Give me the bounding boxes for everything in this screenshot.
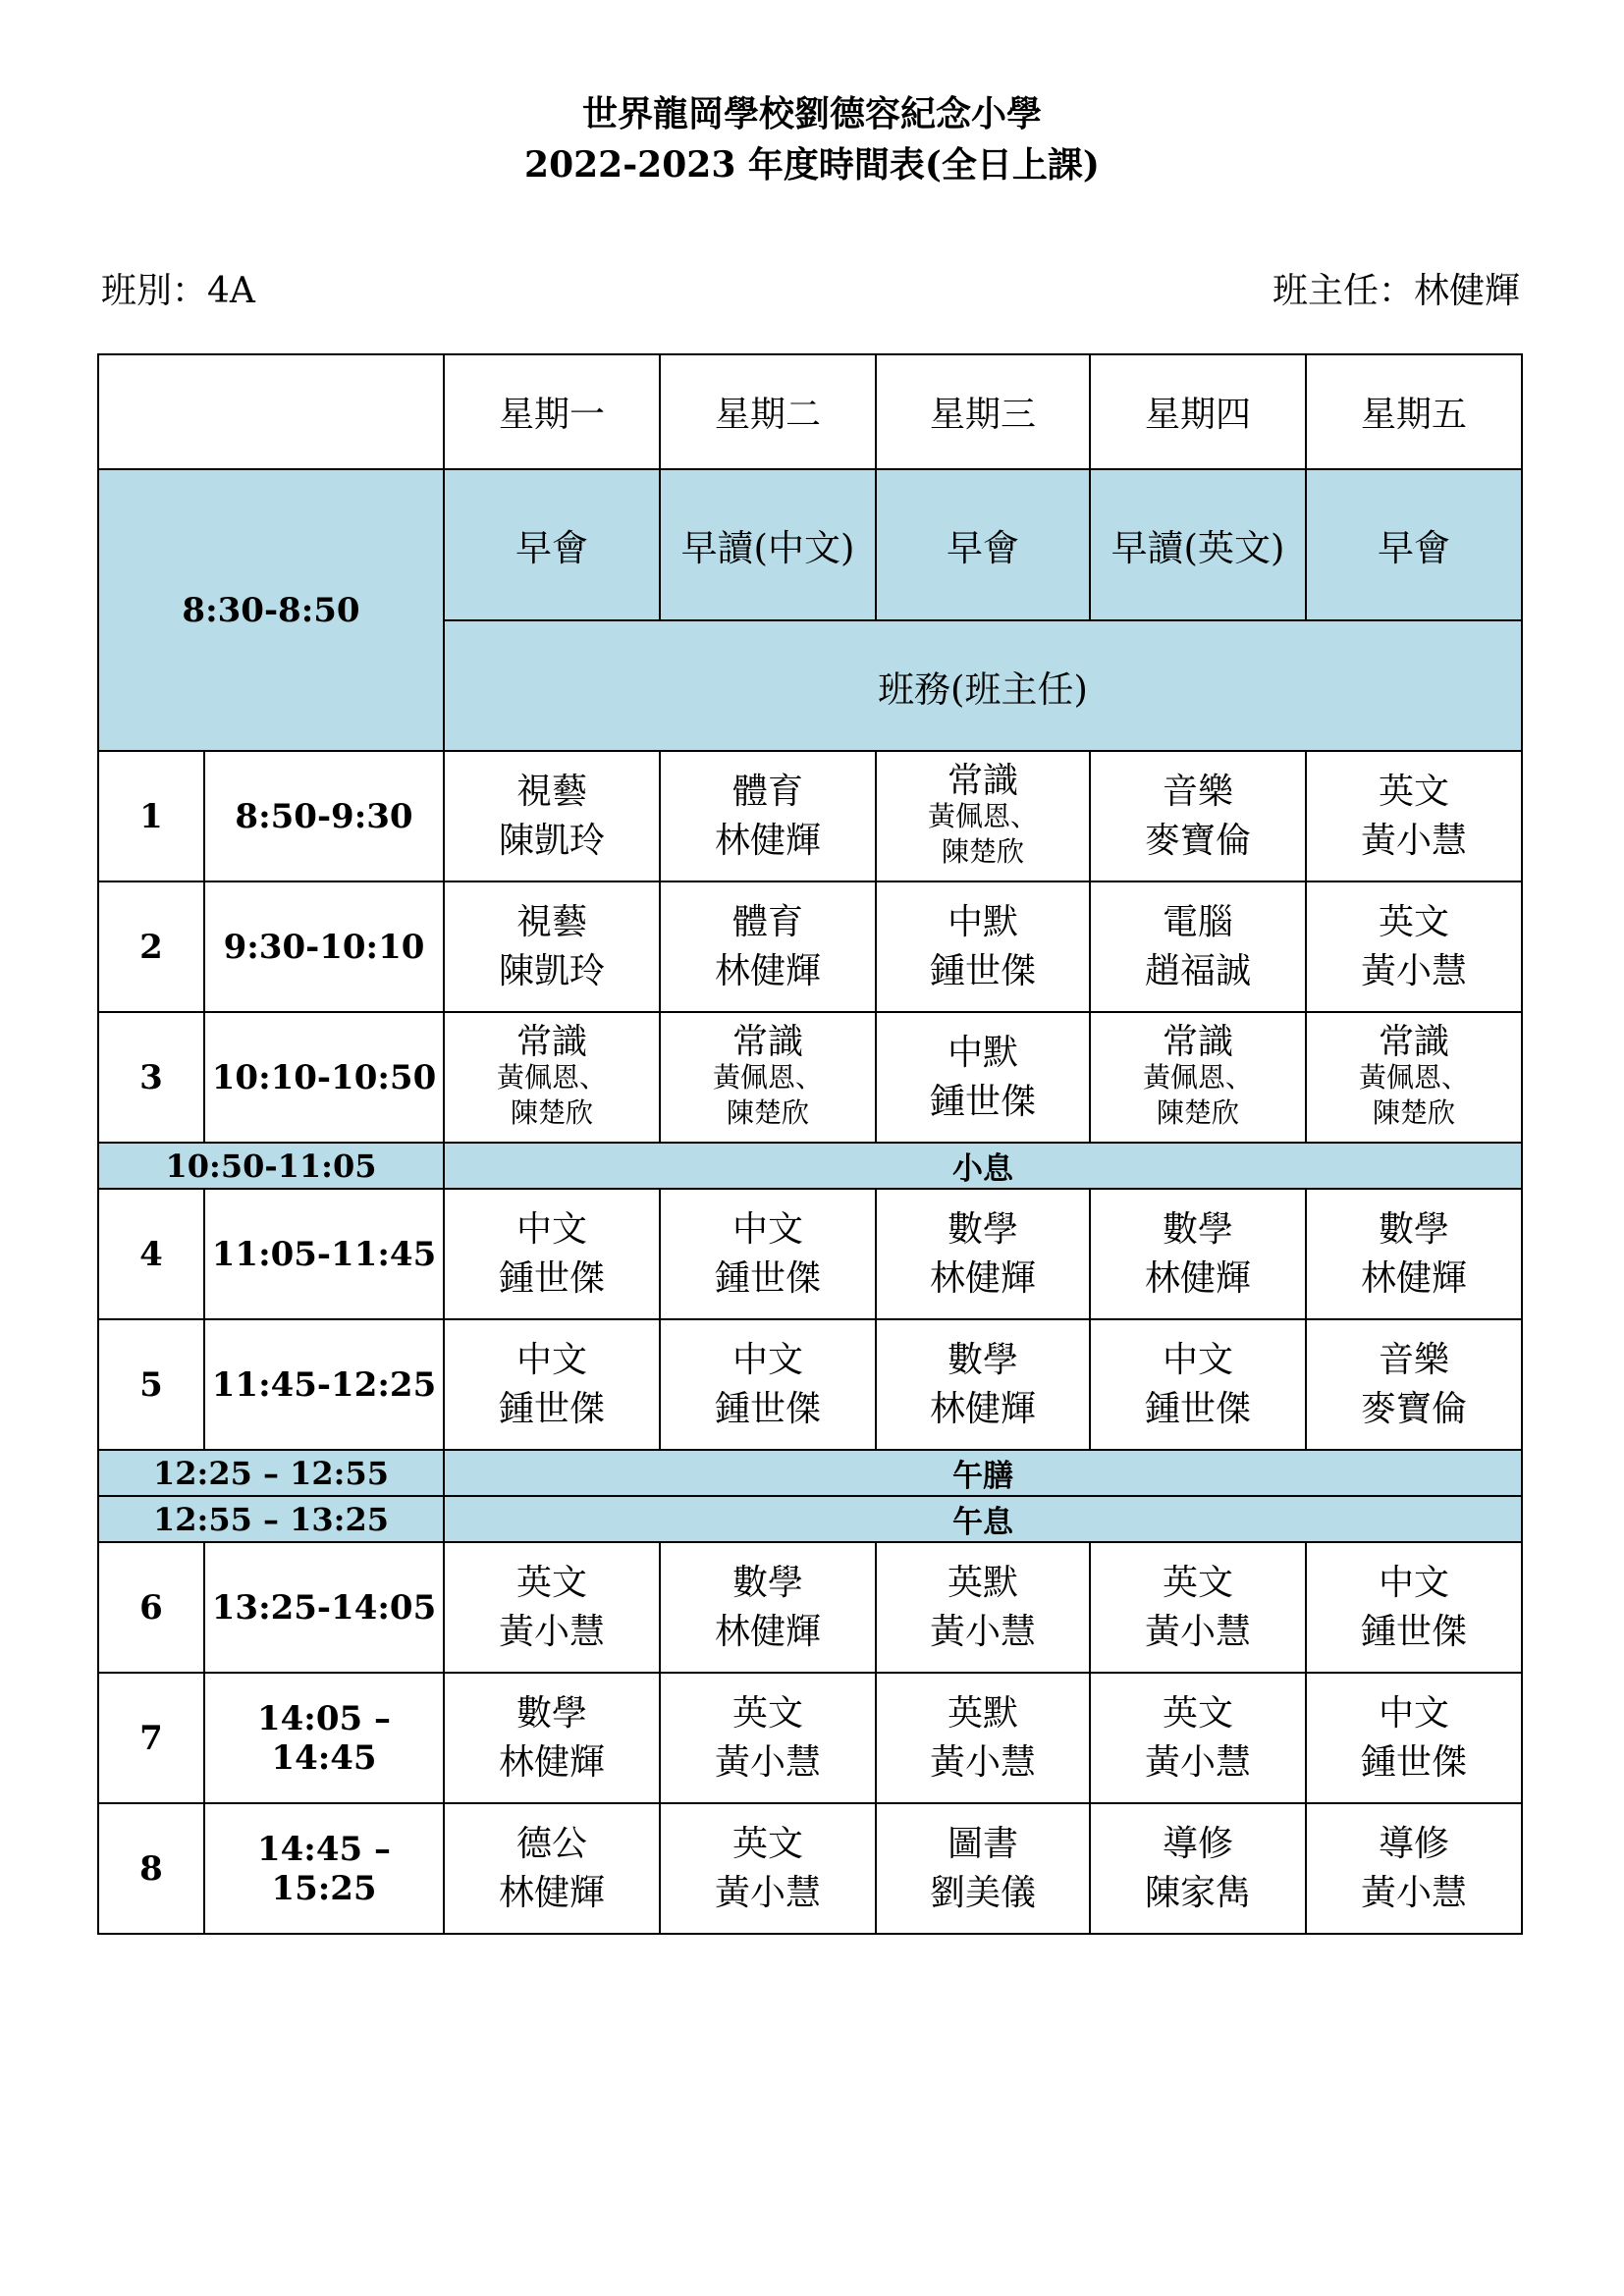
class-teacher-label: 班主任：林健輝: [1272, 271, 1520, 311]
period-number: 6: [98, 1542, 204, 1673]
lesson-cell: [660, 1189, 876, 1319]
morning-time: 8:30-8:50: [98, 469, 444, 751]
teacher-name: 麥寶倫: [1360, 1388, 1467, 1429]
lesson-cell: [876, 881, 1090, 1012]
subject-name: 導修: [1378, 1823, 1449, 1864]
day-header: 星期一: [444, 354, 660, 469]
break-row: [98, 1450, 1522, 1496]
teacher-name: 黃佩恩、: [712, 1060, 823, 1094]
morning-activity: 早會: [444, 469, 660, 620]
subject-name: 中文: [515, 1208, 587, 1250]
break-name: 午膳: [444, 1450, 1522, 1496]
teacher-name: 黃小慧: [498, 1611, 605, 1652]
lesson-cell: [444, 1189, 660, 1319]
period-time: 13:25-14:05: [204, 1542, 444, 1673]
teacher-name: 林健輝: [714, 950, 821, 991]
subject-name: 數學: [731, 1562, 803, 1603]
day-header: 星期二: [660, 354, 876, 469]
lesson-cell: [1090, 1673, 1306, 1803]
subject-name: 英文: [731, 1823, 803, 1864]
period-number: 3: [98, 1012, 204, 1143]
lesson-cell: [444, 1803, 660, 1934]
subject-name: 中默: [947, 1032, 1018, 1073]
period-time: 11:05-11:45: [204, 1189, 444, 1319]
period-row: [98, 1012, 1522, 1143]
teacher-name: 鍾世傑: [929, 950, 1036, 991]
lesson-cell: [1306, 751, 1522, 881]
subject-name: 數學: [947, 1339, 1018, 1380]
subject-name: 中文: [1162, 1339, 1233, 1380]
lesson-cell: [660, 1319, 876, 1450]
subject-name: 中文: [1378, 1562, 1449, 1603]
teacher-name: 陳楚欣: [510, 1095, 593, 1129]
teacher-name: 林健輝: [1360, 1257, 1467, 1299]
break-time: 12:25 – 12:55: [98, 1450, 444, 1496]
subject-name: 常識: [947, 760, 1018, 801]
subject-name: 圖書: [947, 1823, 1018, 1864]
break-name: 午息: [444, 1496, 1522, 1542]
period-time: 9:30-10:10: [204, 881, 444, 1012]
subject-name: 英文: [1378, 771, 1449, 812]
subject-name: 英默: [947, 1692, 1018, 1734]
period-number: 5: [98, 1319, 204, 1450]
teacher-name: 趙福誠: [1144, 950, 1251, 991]
teacher-name: 林健輝: [929, 1257, 1036, 1299]
lesson-cell: [1090, 1319, 1306, 1450]
period-time: 14:05 – 14:45: [204, 1673, 444, 1803]
subject-name: 體育: [731, 771, 803, 812]
teacher-name: 黃小慧: [1144, 1741, 1251, 1783]
subject-name: 音樂: [1378, 1339, 1449, 1380]
period-number: 4: [98, 1189, 204, 1319]
period-number: 2: [98, 881, 204, 1012]
teacher-name: 麥寶倫: [1144, 820, 1251, 861]
teacher-name: 黃小慧: [714, 1872, 821, 1913]
subject-name: 中文: [515, 1339, 587, 1380]
break-time: 10:50-11:05: [98, 1143, 444, 1189]
class-label: 班別：4A: [101, 271, 255, 311]
lesson-cell: [1090, 1803, 1306, 1934]
period-number: 1: [98, 751, 204, 881]
subject-name: 常識: [515, 1021, 587, 1062]
teacher-name: 鍾世傑: [498, 1257, 605, 1299]
teacher-name: 黃小慧: [929, 1741, 1036, 1783]
break-row: [98, 1143, 1522, 1189]
teacher-name: 黃小慧: [929, 1611, 1036, 1652]
subject-name: 英文: [1162, 1692, 1233, 1734]
teacher-name: 黃小慧: [1144, 1611, 1251, 1652]
lesson-cell: [1306, 1803, 1522, 1934]
day-header: 星期三: [876, 354, 1090, 469]
teacher-name: 鍾世傑: [1144, 1388, 1251, 1429]
subject-name: 常識: [731, 1021, 803, 1062]
subject-name: 英文: [515, 1562, 587, 1603]
subject-name: 導修: [1162, 1823, 1233, 1864]
period-time: 10:10-10:50: [204, 1012, 444, 1143]
period-number: 7: [98, 1673, 204, 1803]
lesson-cell: [660, 1803, 876, 1934]
subject-name: 英文: [1162, 1562, 1233, 1603]
lesson-cell: [444, 1542, 660, 1673]
teacher-name: 鍾世傑: [929, 1081, 1036, 1122]
teacher-name: 鍾世傑: [1360, 1611, 1467, 1652]
lesson-cell: [1090, 751, 1306, 881]
lesson-cell: [444, 1319, 660, 1450]
teacher-name: 陳楚欣: [1372, 1095, 1455, 1129]
subject-name: 常識: [1378, 1021, 1449, 1062]
break-time: 12:55 – 13:25: [98, 1496, 444, 1542]
lesson-cell: [1090, 881, 1306, 1012]
teacher-name: 黃佩恩、: [1358, 1060, 1469, 1094]
lesson-cell: [1090, 1012, 1306, 1143]
teacher-name: 黃佩恩、: [927, 799, 1038, 832]
timetable-subtitle: 2022-2023 年度時間表(全日上課): [524, 144, 1100, 186]
teacher-name: 林健輝: [714, 1611, 821, 1652]
teacher-name: 林健輝: [498, 1741, 605, 1783]
teacher-name: 黃佩恩、: [1142, 1060, 1253, 1094]
period-row: [98, 1542, 1522, 1673]
subject-name: 電腦: [1162, 901, 1233, 942]
subject-name: 視藝: [515, 771, 587, 812]
day-header: 星期五: [1306, 354, 1522, 469]
teacher-name: 陳楚欣: [941, 834, 1024, 868]
subject-name: 數學: [1378, 1208, 1449, 1250]
lesson-cell: [1306, 1673, 1522, 1803]
corner-cell: [98, 354, 444, 469]
subject-name: 英文: [731, 1692, 803, 1734]
teacher-name: 鍾世傑: [714, 1257, 821, 1299]
timetable: [97, 353, 1523, 1935]
teacher-name: 黃佩恩、: [496, 1060, 607, 1094]
subject-name: 音樂: [1162, 771, 1233, 812]
lesson-cell: [660, 751, 876, 881]
break-row: [98, 1496, 1522, 1542]
subject-name: 數學: [947, 1208, 1018, 1250]
lesson-cell: [1306, 1542, 1522, 1673]
school-name: 世界龍岡學校劉德容紀念小學: [581, 93, 1042, 134]
lesson-cell: [876, 751, 1090, 881]
teacher-name: 黃小慧: [1360, 1872, 1467, 1913]
teacher-name: 鍾世傑: [498, 1388, 605, 1429]
lesson-cell: [660, 1012, 876, 1143]
period-row: [98, 1803, 1522, 1934]
day-header-row: [98, 354, 1522, 469]
lesson-cell: [1306, 1319, 1522, 1450]
lesson-cell: [876, 1189, 1090, 1319]
period-time: 8:50-9:30: [204, 751, 444, 881]
subject-name: 德公: [515, 1823, 587, 1864]
teacher-name: 鍾世傑: [1360, 1741, 1467, 1783]
period-number: 8: [98, 1803, 204, 1934]
teacher-name: 黃小慧: [714, 1741, 821, 1783]
subject-name: 數學: [515, 1692, 587, 1734]
lesson-cell: [444, 1012, 660, 1143]
teacher-name: 林健輝: [1144, 1257, 1251, 1299]
class-affairs: 班務(班主任): [444, 620, 1522, 751]
period-row: [98, 1319, 1522, 1450]
lesson-cell: [876, 1319, 1090, 1450]
morning-row: [98, 469, 1522, 620]
lesson-cell: [1306, 881, 1522, 1012]
subject-name: 中文: [731, 1339, 803, 1380]
lesson-cell: [444, 751, 660, 881]
morning-activity: 早讀(中文): [660, 469, 876, 620]
lesson-cell: [660, 1673, 876, 1803]
lesson-cell: [444, 881, 660, 1012]
teacher-name: 陳家雋: [1144, 1872, 1251, 1913]
subject-name: 中文: [1378, 1692, 1449, 1734]
subject-name: 數學: [1162, 1208, 1233, 1250]
teacher-name: 劉美儀: [929, 1872, 1036, 1913]
lesson-cell: [1306, 1189, 1522, 1319]
period-row: [98, 751, 1522, 881]
teacher-name: 陳凱玲: [498, 820, 605, 861]
subject-name: 視藝: [515, 901, 587, 942]
lesson-cell: [876, 1542, 1090, 1673]
lesson-cell: [660, 881, 876, 1012]
lesson-cell: [660, 1542, 876, 1673]
period-time: 14:45 – 15:25: [204, 1803, 444, 1934]
period-time: 11:45-12:25: [204, 1319, 444, 1450]
teacher-name: 林健輝: [498, 1872, 605, 1913]
lesson-cell: [1090, 1542, 1306, 1673]
teacher-name: 林健輝: [929, 1388, 1036, 1429]
period-row: [98, 1673, 1522, 1803]
subject-name: 常識: [1162, 1021, 1233, 1062]
break-name: 小息: [444, 1143, 1522, 1189]
morning-activity: 早會: [876, 469, 1090, 620]
period-row: [98, 1189, 1522, 1319]
lesson-cell: [876, 1012, 1090, 1143]
lesson-cell: [876, 1673, 1090, 1803]
teacher-name: 黃小慧: [1360, 820, 1467, 861]
subject-name: 英文: [1378, 901, 1449, 942]
lesson-cell: [1090, 1189, 1306, 1319]
subject-name: 英默: [947, 1562, 1018, 1603]
period-row: [98, 881, 1522, 1012]
teacher-name: 鍾世傑: [714, 1388, 821, 1429]
morning-activity: 早會: [1306, 469, 1522, 620]
teacher-name: 陳凱玲: [498, 950, 605, 991]
subject-name: 體育: [731, 901, 803, 942]
morning-activity: 早讀(英文): [1090, 469, 1306, 620]
subject-name: 中文: [731, 1208, 803, 1250]
lesson-cell: [876, 1803, 1090, 1934]
lesson-cell: [1306, 1012, 1522, 1143]
subject-name: 中默: [947, 901, 1018, 942]
teacher-name: 黃小慧: [1360, 950, 1467, 991]
teacher-name: 陳楚欣: [1156, 1095, 1239, 1129]
day-header: 星期四: [1090, 354, 1306, 469]
teacher-name: 林健輝: [714, 820, 821, 861]
lesson-cell: [444, 1673, 660, 1803]
teacher-name: 陳楚欣: [726, 1095, 809, 1129]
